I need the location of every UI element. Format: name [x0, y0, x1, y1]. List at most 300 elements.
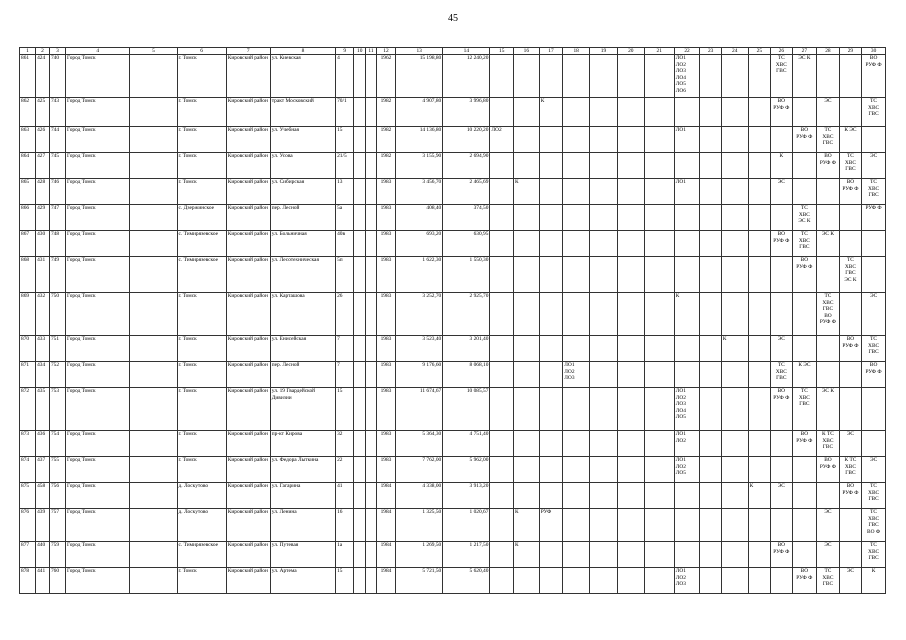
cell-col-21: [644, 153, 674, 179]
cell-col-13: 3 252,70: [396, 293, 443, 336]
cell-col-18: [563, 336, 590, 362]
cell-col-12: 1984: [376, 509, 395, 542]
cell-col-3: 744: [49, 127, 65, 153]
cell-col-30: [862, 127, 886, 153]
cell-col-23: [700, 542, 721, 568]
cell-col-8: ул. Федора Лыткина: [270, 457, 335, 483]
column-header-20: 20: [617, 48, 644, 55]
cell-col-4: Город Томск: [66, 483, 130, 509]
column-header-27: 27: [792, 48, 817, 55]
cell-col-14: 374,50: [443, 205, 490, 231]
cell-col-3: 750: [49, 293, 65, 336]
cell-col-29: ЭС: [839, 431, 862, 457]
cell-col-24: [721, 568, 748, 594]
cell-col-19: [590, 55, 618, 98]
cell-col-22: ЛО1 ЛО2 ЛО3 ЛО4 ЛО5 ЛО6: [674, 55, 700, 98]
cell-col-29: ВО РУФ Ф: [839, 179, 862, 205]
cell-col-6: г. Томск: [177, 388, 226, 431]
cell-col-18: [563, 388, 590, 431]
cell-col-20: [617, 293, 644, 336]
cell-col-21: [644, 336, 674, 362]
cell-col-4: Город Томск: [66, 388, 130, 431]
cell-col-29: К ЭС: [839, 127, 862, 153]
cell-col-6: г. Томск: [177, 568, 226, 594]
cell-col-25: [748, 205, 771, 231]
cell-col-21: [644, 205, 674, 231]
cell-col-4: Город Томск: [66, 293, 130, 336]
cell-col-1: 870: [20, 336, 36, 362]
column-header-2: 2: [36, 48, 50, 55]
cell-col-24: [721, 231, 748, 257]
cell-col-15: ЛО2: [490, 127, 514, 153]
cell-col-10: [354, 55, 366, 98]
cell-col-20: [617, 457, 644, 483]
cell-col-5: [130, 542, 177, 568]
cell-col-18: [563, 293, 590, 336]
cell-col-19: [590, 568, 618, 594]
cell-col-2: 440: [36, 542, 50, 568]
cell-col-20: [617, 336, 644, 362]
cell-col-19: [590, 179, 618, 205]
table-row: [20, 257, 886, 293]
cell-col-28: ТС ХВС ГВС: [817, 127, 840, 153]
cell-col-6: г. Томск: [177, 127, 226, 153]
cell-col-13: 5 364,30: [396, 431, 443, 457]
cell-col-29: ВО РУФ Ф: [839, 483, 862, 509]
cell-col-5: [130, 153, 177, 179]
cell-col-23: [700, 127, 721, 153]
cell-col-29: [839, 293, 862, 336]
cell-col-8: пер. Лесной: [270, 362, 335, 388]
cell-col-6: г. Томск: [177, 98, 226, 127]
cell-col-10: [354, 388, 366, 431]
cell-col-21: [644, 457, 674, 483]
cell-col-2: 426: [36, 127, 50, 153]
cell-col-24: [721, 483, 748, 509]
cell-col-27: [792, 336, 817, 362]
cell-col-19: [590, 388, 618, 431]
cell-col-21: [644, 293, 674, 336]
cell-col-30: [862, 257, 886, 293]
cell-col-10: [354, 483, 366, 509]
cell-col-6: д. Лоскутово: [177, 483, 226, 509]
cell-col-28: ВО РУФ Ф: [817, 153, 840, 179]
cell-col-20: [617, 362, 644, 388]
cell-col-8: пр-кт Кирова: [270, 431, 335, 457]
cell-col-20: [617, 542, 644, 568]
cell-col-4: Город Томск: [66, 362, 130, 388]
cell-col-28: К ТС ХВС ГВС: [817, 431, 840, 457]
cell-col-12: 1982: [376, 153, 395, 179]
cell-col-7: Кировский район: [226, 231, 270, 257]
cell-col-14: 4 751,40: [443, 431, 490, 457]
cell-col-6: д. Лоскутово: [177, 509, 226, 542]
cell-col-1: 864: [20, 153, 36, 179]
cell-col-5: [130, 205, 177, 231]
cell-col-15: [490, 542, 514, 568]
cell-col-16: [513, 431, 539, 457]
cell-col-30: ТС ХВС ГВС: [862, 483, 886, 509]
cell-col-11: [366, 542, 377, 568]
cell-col-26: ВО РУФ Ф: [771, 231, 792, 257]
cell-col-13: 693,20: [396, 231, 443, 257]
cell-col-2: 430: [36, 231, 50, 257]
cell-col-7: Кировский район: [226, 388, 270, 431]
cell-col-8: ул. Больничная: [270, 231, 335, 257]
cell-col-16: [513, 362, 539, 388]
cell-col-13: 9 176,60: [396, 362, 443, 388]
cell-col-1: 872: [20, 388, 36, 431]
cell-col-30: [862, 231, 886, 257]
cell-col-8: пер. Лесной: [270, 205, 335, 231]
cell-col-20: [617, 388, 644, 431]
cell-col-9: 16: [336, 509, 354, 542]
cell-col-17: [539, 568, 563, 594]
cell-col-18: [563, 431, 590, 457]
column-header-5: 5: [130, 48, 177, 55]
cell-col-30: ЭС: [862, 293, 886, 336]
cell-col-7: Кировский район: [226, 179, 270, 205]
cell-col-3: 743: [49, 98, 65, 127]
cell-col-21: [644, 98, 674, 127]
table-row: [20, 542, 886, 568]
cell-col-8: ул. Сибирская: [270, 179, 335, 205]
cell-col-27: ТС ХВС ГВС: [792, 231, 817, 257]
cell-col-22: [674, 257, 700, 293]
cell-col-25: [748, 457, 771, 483]
cell-col-25: [748, 98, 771, 127]
cell-col-22: ЛО1 ЛО2 ЛО3: [674, 568, 700, 594]
cell-col-13: 15 198,80: [396, 55, 443, 98]
cell-col-18: [563, 205, 590, 231]
cell-col-13: 7 762,00: [396, 457, 443, 483]
cell-col-3: 759: [49, 542, 65, 568]
cell-col-27: [792, 293, 817, 336]
cell-col-28: [817, 336, 840, 362]
cell-col-30: ТС ХВС ГВС: [862, 98, 886, 127]
cell-col-18: [563, 98, 590, 127]
cell-col-17: [539, 336, 563, 362]
cell-col-24: [721, 293, 748, 336]
cell-col-27: ЭС К: [792, 55, 817, 98]
cell-col-18: [563, 483, 590, 509]
cell-col-26: ЭС: [771, 483, 792, 509]
cell-col-13: 4 338,00: [396, 483, 443, 509]
cell-col-19: [590, 483, 618, 509]
cell-col-5: [130, 483, 177, 509]
register-table-wrapper: [19, 47, 886, 594]
cell-col-8: ул. 19 Гвардейской Дивизии: [270, 388, 335, 431]
register-table: [19, 47, 886, 594]
cell-col-22: ЛО1 ЛО2 ЛО5: [674, 457, 700, 483]
cell-col-21: [644, 483, 674, 509]
cell-col-7: Кировский район: [226, 98, 270, 127]
cell-col-11: [366, 388, 377, 431]
cell-col-8: ул. Ленина: [270, 509, 335, 542]
cell-col-19: [590, 431, 618, 457]
cell-col-5: [130, 55, 177, 98]
cell-col-16: [513, 293, 539, 336]
table-row: [20, 205, 886, 231]
cell-col-27: ВО РУФ Ф: [792, 257, 817, 293]
cell-col-24: К: [721, 336, 748, 362]
cell-col-15: [490, 179, 514, 205]
cell-col-28: ЭС: [817, 98, 840, 127]
cell-col-8: ул. Путевая: [270, 542, 335, 568]
cell-col-6: г. Томск: [177, 336, 226, 362]
cell-col-20: [617, 98, 644, 127]
cell-col-24: [721, 542, 748, 568]
cell-col-16: К: [513, 542, 539, 568]
cell-col-18: [563, 568, 590, 594]
cell-col-9: 1а: [336, 542, 354, 568]
cell-col-29: ТС ХВС ГВС: [839, 153, 862, 179]
cell-col-17: [539, 153, 563, 179]
cell-col-3: 752: [49, 362, 65, 388]
cell-col-3: 754: [49, 431, 65, 457]
cell-col-18: [563, 542, 590, 568]
cell-col-10: [354, 98, 366, 127]
cell-col-14: 2 694,90: [443, 153, 490, 179]
cell-col-11: [366, 483, 377, 509]
cell-col-18: [563, 257, 590, 293]
cell-col-7: Кировский район: [226, 153, 270, 179]
cell-col-22: К: [674, 293, 700, 336]
cell-col-5: [130, 457, 177, 483]
cell-col-14: 8 068,10: [443, 362, 490, 388]
cell-col-19: [590, 231, 618, 257]
cell-col-30: ТС ХВС ГВС: [862, 542, 886, 568]
cell-col-9: 7: [336, 336, 354, 362]
cell-col-19: [590, 542, 618, 568]
cell-col-3: 746: [49, 179, 65, 205]
table-row: [20, 98, 886, 127]
cell-col-11: [366, 153, 377, 179]
cell-col-11: [366, 205, 377, 231]
column-header-17: 17: [539, 48, 563, 55]
cell-col-21: [644, 257, 674, 293]
cell-col-23: [700, 509, 721, 542]
cell-col-26: [771, 431, 792, 457]
cell-col-1: 875: [20, 483, 36, 509]
cell-col-23: [700, 153, 721, 179]
cell-col-7: Кировский район: [226, 205, 270, 231]
column-header-19: 19: [590, 48, 618, 55]
cell-col-22: [674, 483, 700, 509]
cell-col-16: [513, 257, 539, 293]
cell-col-16: [513, 336, 539, 362]
column-header-23: 23: [700, 48, 721, 55]
cell-col-20: [617, 509, 644, 542]
cell-col-6: г. Томск: [177, 293, 226, 336]
cell-col-23: [700, 55, 721, 98]
cell-col-17: [539, 257, 563, 293]
column-header-21: 21: [644, 48, 674, 55]
cell-col-4: Город Томск: [66, 205, 130, 231]
cell-col-17: [539, 293, 563, 336]
cell-col-2: 439: [36, 509, 50, 542]
cell-col-23: [700, 231, 721, 257]
cell-col-25: [748, 542, 771, 568]
cell-col-23: [700, 568, 721, 594]
cell-col-11: [366, 179, 377, 205]
cell-col-7: Кировский район: [226, 457, 270, 483]
cell-col-4: Город Томск: [66, 509, 130, 542]
cell-col-7: Кировский район: [226, 127, 270, 153]
cell-col-9: 41: [336, 483, 354, 509]
cell-col-28: ТС ХВС ГВС ВО РУФ Ф: [817, 293, 840, 336]
cell-col-18: [563, 179, 590, 205]
cell-col-6: с. Тимирязевское: [177, 231, 226, 257]
column-header-10: 10: [354, 48, 366, 55]
cell-col-19: [590, 362, 618, 388]
cell-col-25: [748, 568, 771, 594]
table-body: [20, 55, 886, 594]
cell-col-6: с. Тимирязевское: [177, 542, 226, 568]
cell-col-28: [817, 362, 840, 388]
cell-col-12: 1983: [376, 362, 395, 388]
cell-col-29: ВО РУФ Ф: [839, 336, 862, 362]
cell-col-30: ТС ХВС ГВС: [862, 336, 886, 362]
cell-col-10: [354, 568, 366, 594]
cell-col-5: [130, 509, 177, 542]
cell-col-30: ВО РУФ Ф: [862, 55, 886, 98]
cell-col-17: [539, 127, 563, 153]
cell-col-28: [817, 179, 840, 205]
cell-col-6: г. Томск: [177, 457, 226, 483]
cell-col-7: Кировский район: [226, 336, 270, 362]
cell-col-27: [792, 179, 817, 205]
cell-col-13: 1 269,50: [396, 542, 443, 568]
column-header-14: 14: [443, 48, 490, 55]
cell-col-8: ул. Усова: [270, 153, 335, 179]
cell-col-22: [674, 205, 700, 231]
table-row: [20, 431, 886, 457]
column-header-24: 24: [721, 48, 748, 55]
cell-col-1: 866: [20, 205, 36, 231]
cell-col-23: [700, 336, 721, 362]
cell-col-27: [792, 509, 817, 542]
cell-col-13: 3 456,70: [396, 179, 443, 205]
cell-col-30: [862, 431, 886, 457]
cell-col-9: 26: [336, 293, 354, 336]
cell-col-2: 441: [36, 568, 50, 594]
cell-col-2: 433: [36, 336, 50, 362]
cell-col-10: [354, 179, 366, 205]
cell-col-13: 4 907,80: [396, 98, 443, 127]
cell-col-7: Кировский район: [226, 431, 270, 457]
cell-col-3: 751: [49, 336, 65, 362]
cell-col-19: [590, 98, 618, 127]
cell-col-1: 862: [20, 98, 36, 127]
cell-col-10: [354, 542, 366, 568]
cell-col-5: [130, 568, 177, 594]
cell-col-1: 861: [20, 55, 36, 98]
cell-col-9: 21/5: [336, 153, 354, 179]
cell-col-14: 2 465,69: [443, 179, 490, 205]
cell-col-3: 755: [49, 457, 65, 483]
cell-col-14: 5 962,00: [443, 457, 490, 483]
cell-col-9: 15: [336, 127, 354, 153]
cell-col-17: [539, 483, 563, 509]
cell-col-12: 1983: [376, 457, 395, 483]
cell-col-24: [721, 98, 748, 127]
cell-col-15: [490, 568, 514, 594]
cell-col-8: тракт Московский: [270, 98, 335, 127]
cell-col-8: ул. Енисейская: [270, 336, 335, 362]
table-row: [20, 362, 886, 388]
cell-col-12: 1983: [376, 431, 395, 457]
cell-col-6: г. Томск: [177, 362, 226, 388]
cell-col-25: [748, 55, 771, 98]
cell-col-1: 869: [20, 293, 36, 336]
cell-col-5: [130, 127, 177, 153]
cell-col-13: 5 721,50: [396, 568, 443, 594]
cell-col-25: [748, 127, 771, 153]
cell-col-23: [700, 388, 721, 431]
cell-col-28: ЭС: [817, 542, 840, 568]
cell-col-25: [748, 179, 771, 205]
cell-col-2: 428: [36, 179, 50, 205]
cell-col-14: 10 085,57: [443, 388, 490, 431]
cell-col-18: [563, 509, 590, 542]
table-row: [20, 179, 886, 205]
cell-col-18: ЛО1 ЛО2 ЛО3: [563, 362, 590, 388]
cell-col-30: ЭС: [862, 153, 886, 179]
cell-col-9: 40в: [336, 231, 354, 257]
cell-col-9: 13: [336, 179, 354, 205]
column-header-4: 4: [66, 48, 130, 55]
cell-col-7: Кировский район: [226, 483, 270, 509]
table-row: [20, 127, 886, 153]
cell-col-11: [366, 98, 377, 127]
cell-col-20: [617, 55, 644, 98]
cell-col-4: Город Томск: [66, 127, 130, 153]
cell-col-29: К ТС ХВС ГВС: [839, 457, 862, 483]
cell-col-30: ВО РУФ Ф: [862, 362, 886, 388]
cell-col-14: 12 240,20: [443, 55, 490, 98]
cell-col-5: [130, 231, 177, 257]
cell-col-5: [130, 98, 177, 127]
cell-col-26: [771, 257, 792, 293]
cell-col-11: [366, 293, 377, 336]
column-header-13: 13: [396, 48, 443, 55]
cell-col-11: [366, 231, 377, 257]
cell-col-10: [354, 257, 366, 293]
cell-col-3: 740: [49, 55, 65, 98]
cell-col-7: Кировский район: [226, 362, 270, 388]
cell-col-2: 427: [36, 153, 50, 179]
column-header-3: 3: [49, 48, 65, 55]
cell-col-16: [513, 55, 539, 98]
cell-col-5: [130, 388, 177, 431]
cell-col-7: Кировский район: [226, 257, 270, 293]
cell-col-29: ТС ХВС ГВС ЭС К: [839, 257, 862, 293]
cell-col-26: ЭС: [771, 179, 792, 205]
cell-col-8: ул. Карташова: [270, 293, 335, 336]
cell-col-15: [490, 98, 514, 127]
cell-col-25: [748, 431, 771, 457]
cell-col-16: К: [513, 509, 539, 542]
cell-col-29: [839, 98, 862, 127]
cell-col-24: [721, 457, 748, 483]
cell-col-14: 1 217,50: [443, 542, 490, 568]
cell-col-11: [366, 457, 377, 483]
cell-col-26: ВО РУФ Ф: [771, 388, 792, 431]
column-header-6: 6: [177, 48, 226, 55]
cell-col-11: [366, 336, 377, 362]
cell-col-27: [792, 98, 817, 127]
